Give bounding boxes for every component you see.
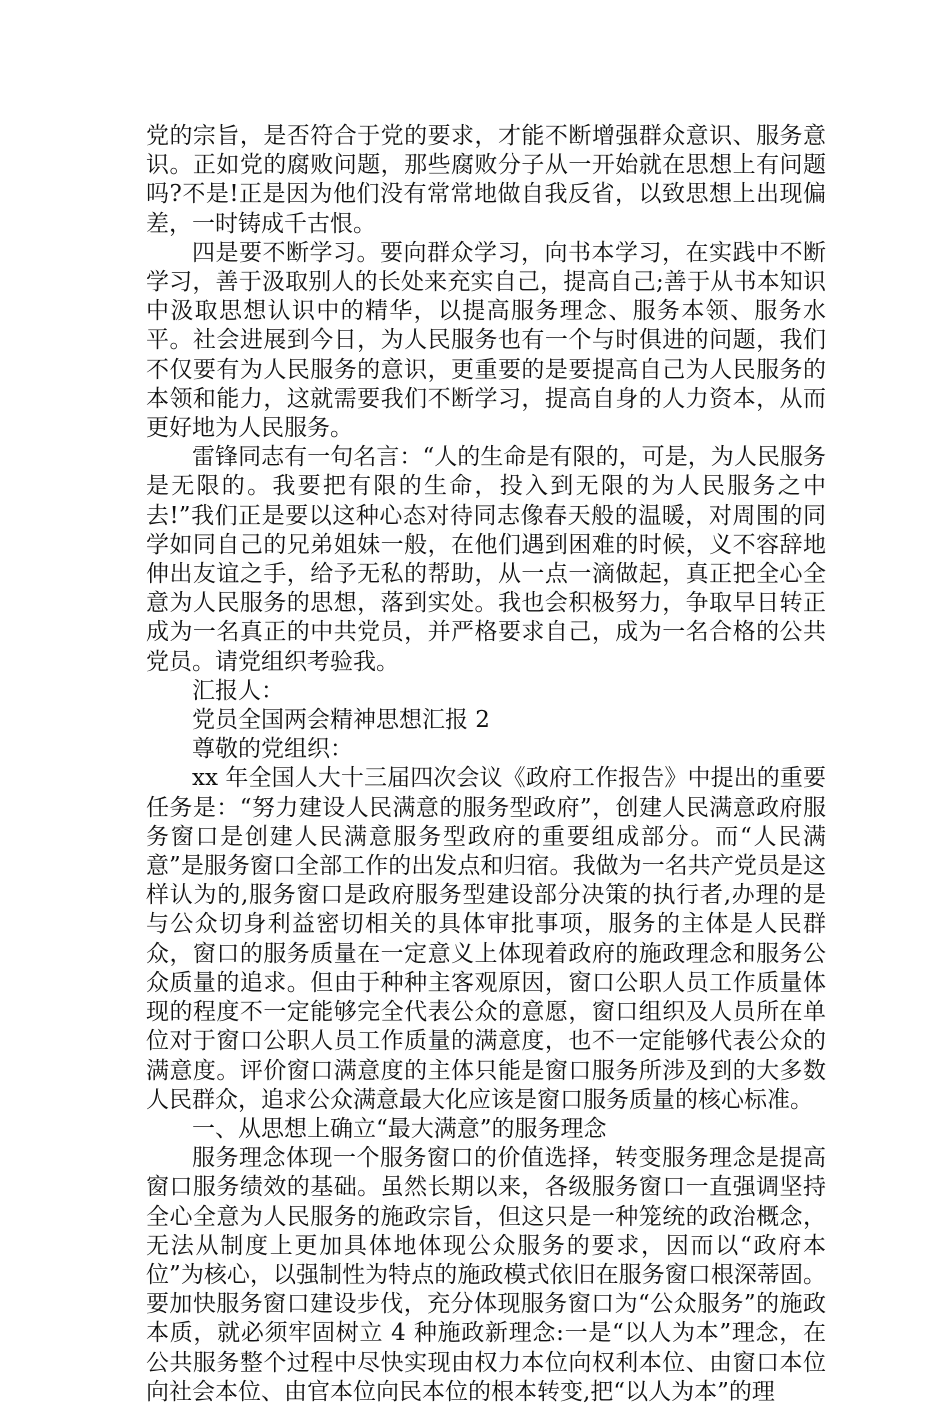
reporter-line: 汇报人： [192,677,284,704]
salutation: 尊敬的党组织： [192,736,353,763]
document-page [146,122,826,1407]
section-heading: 党员全国两会精神思想汇报 2 [192,707,490,734]
paragraph-keep-learning: 四是要不断学习。要向群众学习，向书本学习，在实践中不断学习，善于汲取别人的长处来充实自己，提高自己;善于从书本知识中汲取思想认识中的精华，以提高服务理念、服务本领、服务水平。社会进展到今日，为人民服务也有一个与时俱进的问题，我们不仅要有为人民服务的意识，更重要的是要提高自己为人民服务的本领和能力，这就需要我们不断学习，提高自身的人力资本，从而更好地为人民服务。 [146,239,826,442]
paragraph-government-report: xx 年全国人大十三届四次会议《政府工作报告》中提出的重要任务是：“努力建设人民满意的服务型政府”，创建人民满意政府服务窗口是创建人民满意服务型政府的重要组成部分。而“人民满意”是服务窗口全部工作的出发点和归宿。我做为一名共产党员是这样认为的,服务窗口是政府服务型建设部分决策的执行者,办理的是与公众切身利益密切相关的具体审批事项，服务的主体是人民群众，窗口的服务质量在一定意义上体现着政府的施政理念和服务公众质量的追求。但由于种种主客观原因，窗口公职人员工作质量体现的程度不一定能够完全代表公众的意愿，窗口组织及人员所在单位对于窗口公职人员工作质量的满意度，也不一定能够代表公众的满意度。评价窗口满意度的主体只能是窗口服务所涉及到的大多数人民群众，追求公众满意最大化应该是窗口服务质量的核心标准。 [146,765,826,1113]
paragraph-lei-feng-quote: 雷锋同志有一句名言：“人的生命是有限的，可是，为人民服务是无限的。我要把有限的生命，投入到无限的为人民服务之中去!”我们正是要以这种心态对待同志像春天般的温暖，对周围的同学如同自己的兄弟姐妹一般，在他们遇到困难的时候，义不容辞地伸出友谊之手，给予无私的帮助，从一点一滴做起，真正把全心全意为人民服务的思想，落到实处。我也会积极努力，争取早日转正成为一名真正的中共党员，并严格要求自己，成为一名合格的公共党员。请党组织考验我。 [146,444,826,675]
paragraph-party-purpose: 党的宗旨，是否符合于党的要求，才能不断增强群众意识、服务意识。正如党的腐败问题，那些腐败分子从一开始就在思想上有问题吗?不是!正是因为他们没有常常地做自我反省，以致思想上出现偏差，一时铸成千古恨。 [146,123,826,237]
subheading-service-concept: 一、从思想上确立“最大满意”的服务理念 [192,1115,607,1142]
paragraph-service-concept: 服务理念体现一个服务窗口的价值选择，转变服务理念是提高窗口服务绩效的基础。虽然长期以来，各级服务窗口一直强调坚持全心全意为人民服务的施政宗旨，但这只是一种笼统的政治概念，无法从制度上更加具体地体现公众服务的要求，因而以“政府本位”为核心，以强制性为特点的施政模式依旧在服务窗口根深蒂固。要加快服务窗口建设步伐，充分体现服务窗口为“公众服务”的施政本质，就必须牢固树立 4 种施政新理念:一是“以人为本”理念，在公共服务整个过程中尽快实现由权力本位向权利本位、由窗口本位向社会本位、由官本位向民本位的根本转变,把“以人为本”的理 [146,1145,826,1405]
